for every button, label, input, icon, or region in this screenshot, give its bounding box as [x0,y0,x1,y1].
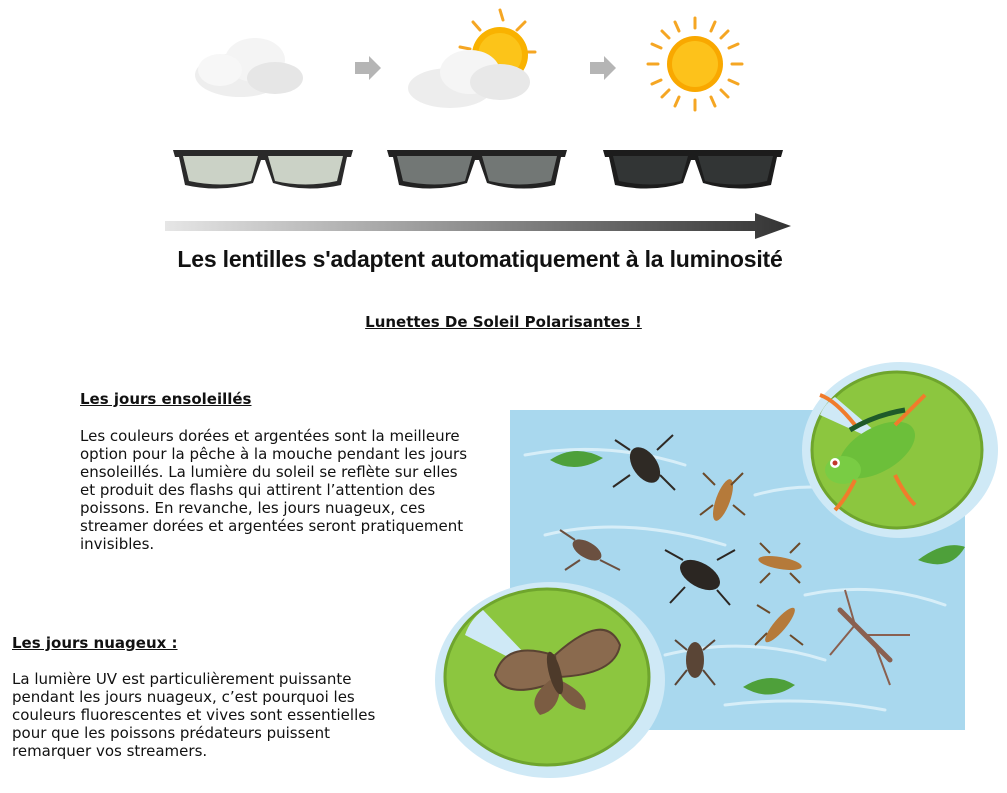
banner-caption: Les lentilles s'adaptent automatiquement à la luminosité [177,246,783,272]
arrow-right-icon [590,56,616,80]
arrow-right-icon [355,56,381,80]
sun-behind-cloud-icon [408,10,535,108]
gradient-arrow [165,213,791,239]
pond-illustration [425,355,1000,785]
sun-icon [648,18,742,110]
sunglasses-dark-icon [603,150,783,189]
sunglasses-medium-icon [387,150,567,189]
sunglasses-light-icon [173,150,353,189]
cloudy-heading: Les jours nuageux : [12,634,178,652]
photochromic-banner [155,0,805,285]
sunny-paragraph: Les couleurs dorées et argentées sont la meilleure option pour la pêche à la mouche pendant les jours ensoleillés. La lumière du soleil se reflète sur elles et produit des flashs qui attirent l’attention des poissons. En revanche, les jours nuageux, ces streamer dorées et argentées seront pratiquement invisibles. [80,427,468,553]
section-title: Lunettes De Soleil Polarisantes ! [365,313,642,331]
cloudy-paragraph: La lumière UV est particulièrement puissante pendant les jours nuageux, c’est pourquoi les couleurs fluorescentes et vives sont essentielles pour que les poissons prédateurs puissent remarquer vos streamers. [12,670,376,760]
cloud-icon [195,38,303,97]
sunny-heading: Les jours ensoleillés [80,390,252,408]
